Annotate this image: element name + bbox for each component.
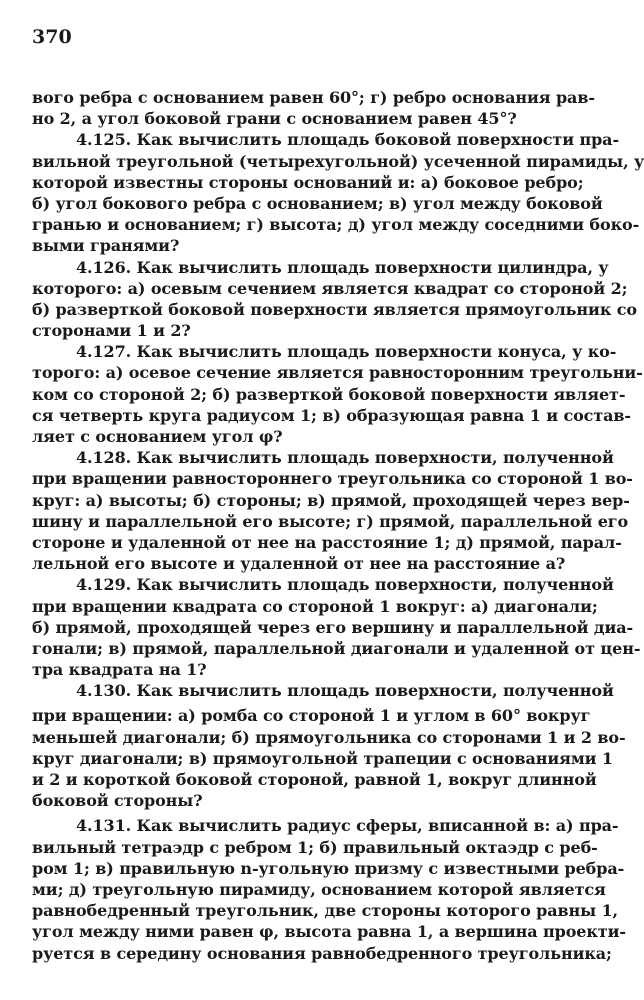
text-line: гранью и основанием; г) высота; д) угол между соседними боко-: [32, 215, 640, 235]
text-line: вильный тетраэдр с ребром 1; б) правильный октаэдр с реб-: [32, 837, 598, 857]
text-line: тра квадрата на 1?: [32, 660, 207, 680]
text-line: ми; д) треугольную пирамиду, основанием которой является: [32, 879, 606, 899]
text-line: равнобедренный треугольник, две стороны которого равны 1,: [32, 901, 619, 921]
text-line: торого: а) осевое сечение является равносторонним треугольни-: [32, 363, 643, 383]
text-line: вильной треугольной (четырехугольной) усеченной пирамиды, у: [32, 151, 644, 171]
text-line: ром 1; в) правильную n-угольную призму с известными ребра-: [32, 858, 625, 878]
page-number: 370: [32, 26, 72, 48]
text-line: выми гранями?: [32, 236, 180, 256]
text-line: но 2, а угол боковой грани с основанием равен 45°?: [32, 109, 517, 129]
text-line: которого: а) осевым сечением является квадрат со стороной 2;: [32, 278, 628, 298]
text-line: ком со стороной 2; б) разверткой боковой поверхности являет-: [32, 384, 626, 404]
text-line: вого ребра с основанием равен 60°; г) ребро основания рав-: [32, 88, 595, 107]
problem-4-125-start: 4.125. Как вычислить площадь боковой поверхности пра-: [76, 130, 619, 150]
text-line: меньшей диагонали; б) прямоугольника со сторонами 1 и 2 во-: [32, 727, 626, 747]
text-line: при вращении квадрата со стороной 1 вокруг: а) диагонали;: [32, 596, 598, 616]
text-line: руется в середину основания равнобедренного треугольника;: [32, 943, 612, 963]
text-line: и 2 и короткой боковой стороной, равной 1, вокруг длинной: [32, 770, 597, 789]
problem-4-131-start: 4.131. Как вычислить радиус сферы, вписанной в: а) пра-: [76, 816, 619, 836]
problem-4-128-start: 4.128. Как вычислить площадь поверхности, полученной: [76, 448, 614, 468]
text-line: ляет с основанием угол φ?: [32, 427, 283, 446]
text-line: б) прямой, проходящей через его вершину и параллельной диа-: [32, 617, 634, 637]
text-line: шину и параллельной его высоте; г) прямой, параллельной его: [32, 511, 629, 531]
text-line: сторонами 1 и 2?: [32, 321, 191, 341]
problem-4-129-start: 4.129. Как вычислить площадь поверхности, полученной: [76, 575, 614, 595]
text-line: при вращении равностороннего треугольника со стороной 1 во-: [32, 469, 633, 489]
text-line: угол между ними равен φ, высота равна 1, а вершина проекти-: [32, 922, 626, 942]
page-text: [32, 87, 644, 964]
problem-4-126-start: 4.126. Как вычислить площадь поверхности цилиндра, у: [76, 257, 609, 277]
text-line: при вращении: а) ромба со стороной 1 и углом в 60° вокруг: [32, 706, 591, 726]
text-line: б) разверткой боковой поверхности является прямоугольник со: [32, 299, 637, 319]
text-line: б) угол бокового ребра с основанием; в) угол между боковой: [32, 193, 603, 213]
text-line: стороне и удаленной от нее на расстояние 1; д) прямой, парал-: [32, 532, 622, 552]
text-line: ся четверть круга радиусом 1; в) образующая равна 1 и состав-: [32, 405, 631, 425]
problem-4-127-start: 4.127. Как вычислить площадь поверхности конуса, у ко-: [76, 342, 617, 362]
text-line: которой известны стороны оснований и: а) боковое ребро;: [32, 172, 584, 192]
text-line: гонали; в) прямой, параллельной диагонали и удаленной от цен-: [32, 638, 641, 658]
text-line: лельной его высоте и удаленной от нее на расстояние a?: [32, 554, 566, 574]
text-line: круг: а) высоты; б) стороны; в) прямой, проходящей через вер-: [32, 490, 630, 510]
text-line: боковой стороны?: [32, 791, 203, 811]
problem-4-130-start: 4.130. Как вычислить площадь поверхности, полученной: [76, 681, 614, 701]
text-line: круг диагонали; в) прямоугольной трапеции с основаниями 1: [32, 748, 613, 768]
